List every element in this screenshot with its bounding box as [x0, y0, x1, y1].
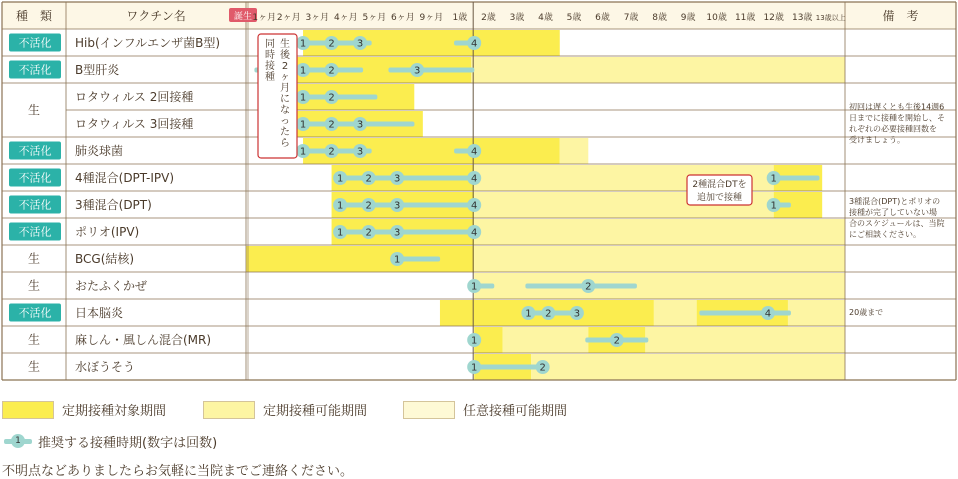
- vaccine-name: ポリオ(IPV): [75, 225, 140, 239]
- vaccine-name: ロタウィルス 2回接種: [75, 90, 194, 104]
- dose-number: 4: [471, 38, 478, 50]
- vaccine-name: ロタウィルス 3回接種: [75, 117, 194, 131]
- note-char: 生: [280, 39, 290, 50]
- remark-line: 3種混合(DPT)とポリオの: [849, 197, 941, 206]
- remark-line: 受けましょう。: [849, 135, 905, 145]
- dose-number: 1: [299, 65, 307, 77]
- age-label: 1ヶ月: [252, 13, 277, 23]
- dose-number: 3: [393, 227, 401, 239]
- birth-label: 誕生: [233, 12, 253, 22]
- simultaneous-note-box: [258, 34, 297, 158]
- dose-number: 1: [471, 362, 478, 374]
- type-label: 不活化: [18, 198, 52, 212]
- period-band: [531, 354, 845, 380]
- dose-number: 1: [525, 308, 532, 320]
- age-label: 2ヶ月: [276, 13, 301, 23]
- dose-number: 1: [393, 254, 401, 266]
- dose-line: [525, 284, 637, 289]
- type-label: 生: [27, 251, 41, 266]
- remark-line: 20歳まで: [849, 308, 884, 317]
- period-band: [503, 327, 589, 353]
- vaccine-name: 4種混合(DPT-IPV): [75, 171, 175, 185]
- vaccine-name: B型肝炎: [75, 63, 120, 77]
- header-name: ワクチン名: [126, 9, 186, 23]
- age-label: 10歳: [706, 13, 727, 23]
- dose-number: 1: [336, 200, 344, 212]
- age-label: 5歳: [566, 13, 582, 23]
- dose-number: 1: [770, 200, 777, 212]
- remark-line: 初回は遅くとも生後14週6: [849, 102, 945, 112]
- dose-number: 4: [471, 200, 478, 212]
- dose-number: 4: [764, 308, 772, 320]
- dose-number: 2: [328, 92, 335, 104]
- dose-number: 2: [328, 119, 335, 131]
- dt-note-line: 2種混合DTを: [692, 180, 747, 190]
- legend-dose-label: 推奨する接種時期(数字は回数): [38, 436, 218, 451]
- dose-number: 2: [328, 65, 335, 77]
- age-label: 9ヶ月: [419, 13, 444, 23]
- type-label: 生: [27, 359, 41, 374]
- note-char: た: [280, 127, 290, 138]
- note-char: 月: [280, 83, 290, 94]
- dose-number: 1: [336, 173, 344, 185]
- legend-optional-label: 任意接種可能期間: [463, 404, 568, 419]
- dose-number: 3: [356, 119, 364, 131]
- period-band: [474, 219, 845, 245]
- legend-possible-label: 定期接種可能期間: [263, 404, 368, 419]
- note-char: ら: [280, 138, 290, 149]
- age-label: 9歳: [680, 13, 696, 23]
- header-remarks: 備 考: [882, 9, 919, 23]
- age-label: 4ヶ月: [333, 13, 358, 23]
- age-label: 3ヶ月: [305, 13, 330, 23]
- dose-number: 2: [365, 227, 372, 239]
- vaccine-name: BCG(結核): [75, 252, 135, 266]
- legend-dose-sample: 1: [11, 434, 25, 448]
- age-label: 1歳: [452, 13, 468, 23]
- age-label: 3歳: [509, 13, 525, 23]
- dose-number: 1: [299, 119, 307, 131]
- dose-number: 1: [299, 38, 307, 50]
- legend-optional-swatch: [403, 401, 455, 419]
- dose-number: 2: [585, 281, 592, 293]
- dose-number: 1: [471, 281, 478, 293]
- remark-line: 接種が完了していない場: [849, 208, 937, 217]
- vaccine-name: おたふくかぜ: [75, 279, 148, 293]
- type-label: 生: [27, 278, 41, 293]
- dose-number: 3: [573, 308, 581, 320]
- note-char: に: [280, 94, 290, 105]
- dose-number: 2: [365, 200, 372, 212]
- period-band: [645, 327, 845, 353]
- dose-number: 4: [471, 173, 478, 185]
- age-label: 12歳: [763, 13, 784, 23]
- legend-regular-label: 定期接種対象期間: [62, 404, 167, 419]
- dose-number: 2: [328, 146, 335, 158]
- note-char: 接: [265, 61, 275, 72]
- legend-dose-marker: [4, 436, 32, 446]
- remark-line: 日までに接種を開始し、そ: [849, 113, 945, 123]
- note-char: な: [280, 105, 290, 116]
- dose-line: [337, 176, 477, 181]
- age-label: 11歳: [734, 13, 756, 23]
- note-char: 後: [280, 50, 290, 61]
- dose-line: [388, 68, 474, 73]
- dose-number: 2: [328, 38, 335, 50]
- note-char: っ: [280, 116, 290, 127]
- dose-number: 3: [393, 200, 401, 212]
- note-char: 時: [265, 50, 275, 61]
- dose-number: 3: [356, 38, 364, 50]
- type-label: 不活化: [18, 306, 52, 320]
- legend-regular-swatch: [2, 401, 54, 419]
- dose-number: 3: [393, 173, 401, 185]
- vaccine-name: 麻しん・風しん混合(MR): [75, 333, 212, 347]
- type-label: 不活化: [18, 63, 52, 77]
- dt-note-line: 追加で接種: [696, 193, 743, 203]
- dose-number: 2: [539, 362, 546, 374]
- age-label: 8歳: [652, 13, 667, 23]
- header-type: 種 類: [15, 9, 53, 23]
- legend-possible-swatch: [203, 401, 255, 419]
- dose-line: [337, 203, 477, 208]
- period-band: [560, 138, 589, 164]
- age-label: 4歳: [538, 13, 553, 23]
- remark-line: 合のスケジュールは、当院: [849, 219, 945, 228]
- period-band: [471, 57, 845, 83]
- note-char: 同: [265, 39, 275, 50]
- type-label: 不活化: [18, 171, 52, 185]
- period-band: [788, 300, 845, 326]
- dose-line: [471, 365, 545, 370]
- dose-number: 2: [545, 308, 552, 320]
- period-band: [654, 300, 697, 326]
- dose-line: [699, 311, 791, 316]
- age-label: 6ヶ月: [391, 13, 415, 23]
- vaccine-name: 水ぼうそう: [75, 360, 136, 374]
- dose-number: 1: [336, 227, 344, 239]
- footer-note: 不明点などありましたらお気軽に当院までご連絡ください。: [2, 464, 354, 479]
- dose-number: 3: [356, 146, 364, 158]
- type-label: 生: [27, 332, 41, 347]
- dose-number: 1: [471, 335, 478, 347]
- remark-line: にご相談ください。: [849, 230, 921, 239]
- type-label: 生: [27, 103, 41, 117]
- legend: [0, 396, 958, 477]
- vaccine-name: Hib(インフルエンザ菌B型): [75, 36, 221, 50]
- age-label: 13歳以上: [815, 14, 846, 22]
- dose-number: 4: [471, 146, 478, 158]
- dose-number: 3: [413, 65, 421, 77]
- dose-line: [300, 95, 377, 100]
- type-label: 不活化: [18, 36, 52, 50]
- note-char: 種: [265, 72, 275, 83]
- dose-number: 4: [471, 227, 478, 239]
- type-label: 不活化: [18, 225, 52, 239]
- age-label: 13歳: [791, 13, 813, 23]
- note-char: 2: [281, 61, 289, 72]
- age-label: 2歳: [481, 13, 496, 23]
- period-band: [474, 246, 845, 272]
- age-label: 6歳: [595, 13, 610, 23]
- vaccine-name: 3種混合(DPT): [75, 198, 152, 212]
- dose-number: 1: [299, 92, 307, 104]
- age-label: 5ヶ月: [362, 13, 387, 23]
- dose-number: 2: [365, 173, 372, 185]
- vaccine-name: 肺炎球菌: [75, 144, 124, 158]
- type-label: 不活化: [18, 144, 52, 158]
- note-char: ヶ: [280, 72, 290, 83]
- dose-number: 1: [770, 173, 777, 185]
- vaccine-name: 日本脳炎: [75, 306, 124, 320]
- dose-number: 2: [613, 335, 620, 347]
- age-label: 7歳: [623, 13, 639, 23]
- dose-line: [337, 230, 477, 235]
- dose-number: 1: [299, 146, 307, 158]
- remark-line: れぞれの必要接種回数を: [849, 124, 937, 134]
